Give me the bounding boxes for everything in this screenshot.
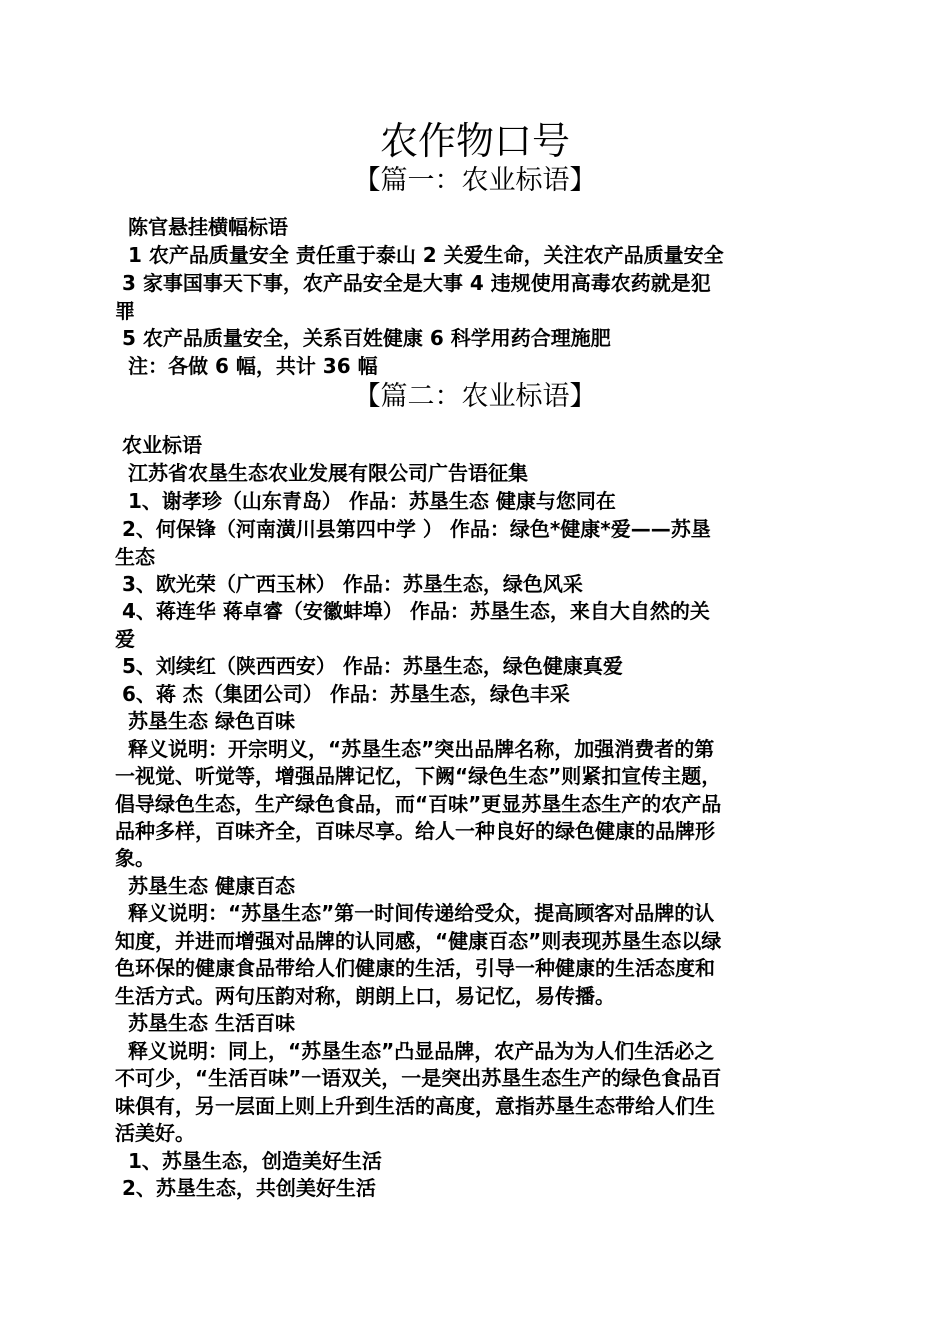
text-line: 江苏省农垦生态农业发展有限公司广告语征集	[128, 461, 528, 485]
text-line: 一视觉、听觉等，增强品牌记忆，下阙“绿色生态”则紧扣宣传主题，	[115, 764, 722, 788]
text-line: 品种多样，百味齐全，百味尽享。给人一种良好的绿色健康的品牌形	[115, 819, 715, 843]
text-line: 3、欧光荣（广西玉林） 作品：苏垦生态，绿色风采	[122, 572, 583, 596]
text-line: 知度，并进而增强对品牌的认同感，“健康百态”则表现苏垦生态以绿	[115, 929, 722, 953]
text-line: 1 农产品质量安全 责任重于泰山 2 关爱生命，关注农产品质量安全	[128, 243, 724, 267]
text-line: 罪	[115, 299, 135, 323]
text-line: 爱	[115, 627, 135, 651]
text-line: 生活方式。两句压韵对称，朗朗上口，易记忆，易传播。	[115, 984, 615, 1008]
text-line: 3 家事国事天下事，农产品安全是大事 4 违规使用高毒农药就是犯	[122, 271, 711, 295]
text-line: 5、刘续红（陕西西安） 作品：苏垦生态，绿色健康真爱	[122, 654, 623, 678]
text-line: 1、谢孝珍（山东青岛） 作品：苏垦生态 健康与您同在	[128, 489, 616, 513]
text-line: 5 农产品质量安全，关系百姓健康 6 科学用药合理施肥	[122, 326, 611, 350]
text-line: 释义说明：开宗明义，“苏垦生态”突出品牌名称，加强消费者的第	[128, 737, 715, 761]
text-line: 4、蒋连华 蒋卓睿（安徽蚌埠） 作品：苏垦生态，来自大自然的关	[122, 599, 710, 623]
text-line: 苏垦生态 生活百味	[128, 1011, 295, 1035]
text-line: 象。	[115, 846, 155, 870]
text-line: 色环保的健康食品带给人们健康的生活，引导一种健康的生活态度和	[115, 956, 715, 980]
text-line: 苏垦生态 健康百态	[128, 874, 295, 898]
text-line: 倡导绿色生态，生产绿色食品，而“百味”更显苏垦生态生产的农产品	[115, 792, 722, 816]
text-line: 不可少，“生活百味”一语双关，一是突出苏垦生态生产的绿色食品百	[115, 1066, 722, 1090]
text-line: 陈官悬挂横幅标语	[128, 215, 288, 239]
section1-heading: 【篇一：农业标语】	[353, 165, 597, 196]
text-line: 1、苏垦生态，创造美好生活	[128, 1149, 382, 1173]
text-line: 味俱有，另一层面上则上升到生活的高度，意指苏垦生态带给人们生	[115, 1094, 715, 1118]
text-line: 活美好。	[115, 1121, 195, 1145]
document-title: 农作物口号	[379, 119, 570, 163]
section2-heading: 【篇二：农业标语】	[353, 381, 597, 412]
text-line: 释义说明：同上，“苏垦生态”凸显品牌，农产品为为人们生活必之	[128, 1039, 715, 1063]
text-line: 2、苏垦生态，共创美好生活	[122, 1176, 376, 1200]
text-line: 苏垦生态 绿色百味	[128, 709, 295, 733]
text-line: 农业标语	[122, 433, 202, 457]
text-line: 生态	[115, 545, 155, 569]
text-line: 2、何保锋（河南潢川县第四中学 ） 作品：绿色*健康*爱——苏垦	[122, 517, 711, 541]
text-line: 注：各做 6 幅，共计 36 幅	[128, 354, 378, 378]
text-line: 释义说明：“苏垦生态”第一时间传递给受众，提高顾客对品牌的认	[128, 901, 715, 925]
text-line: 6、蒋 杰（集团公司） 作品：苏垦生态，绿色丰采	[122, 682, 570, 706]
